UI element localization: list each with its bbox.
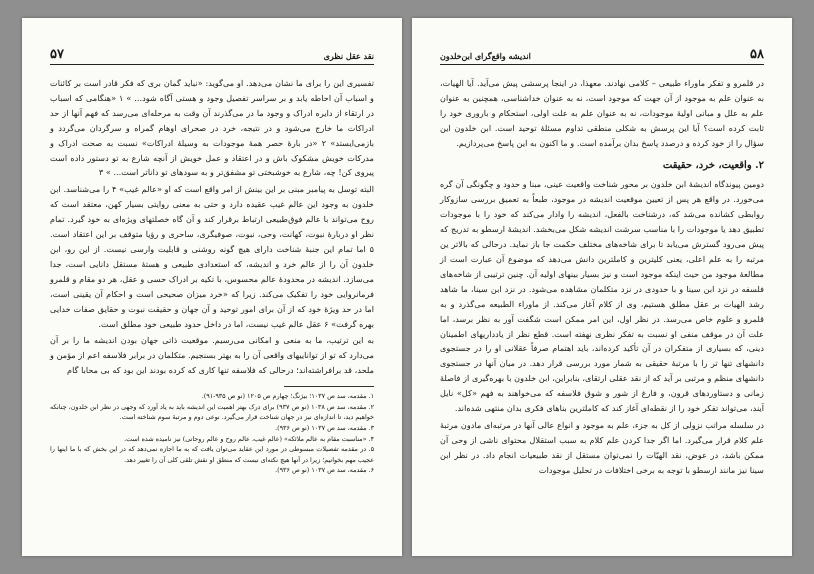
left-paragraph-1: تفسیری این را برای ما نشان می‌دهد. او می‌گوید: «نباید گمان بری که فکر قادر است بر کائنات و اسباب آن احاطه یابد و بر سراسر تفصیل وجود و هستی آگاه شود... » ۱ «هنگامی که اسباب در ارتقاء از دایره ادراک و وجود ما در می‌گذرند آن وقت به مرحله‌ای می‌رسد که فهم آنها از حد ادراکات ما خارج می‌شود و در نتیجه، خرد در صحرای اوهام گمراه و سرگردان می‌گردد و بازمی‌ایستد» ۲ «در بارهٔ حصر همهٔ موجودات به وسیلهٔ ادراکات» نسبت به صحت ادراک و مدرکات خویش مشکوک باش و در اعتقاد و عمل خویش از آنچه شارع به تو دستور داده است پیروی کن! چه، شارع به خوشبختی تو مشفق‌تر و به سودهای تو داناتر است... » ۳ (50, 78, 374, 178)
right-page-number: ۵۸ (750, 47, 764, 62)
left-page-body (50, 76, 374, 476)
footnote-6: ۶. مقدمه، سد ص ۱۰۳۷ (نو ص ۹۳۶). (275, 466, 374, 475)
footnote-2: ۲. مقدمه، سد ص ۱۰۳۸ (نو ص ۹۳۷) برای درک بهتر اهمیت این اندیشه باید به یاد آورد که وجهی در نظر ابن خلدون، چنانکه خواهیم دید، تا اندازه‌ای نیز در جهان شناخت قرار می‌گیرد. نوعی دوم و مرتبهٔ سوم شناخته است. (50, 402, 374, 422)
section-heading: ۲. واقعیت، خرد، حقیقت (662, 159, 764, 171)
left-page-number: ۵۷ (50, 47, 64, 62)
right-page-header (440, 48, 764, 65)
left-running-title: نقد عقل نظری (323, 51, 374, 61)
footnote-5: ۵. در مقدمه تفصیلات مبسوطی در مورد این عقاید می‌توان یافت که به ما اجازه نمی‌دهد که در این بخش که با ما اینها را عجیب مهم بخوانیم؛ زیرا در آنها هیچ نکته‌ای نیست که منطق او نقش تلقی کلی آن را تغییر دهد. (50, 445, 374, 464)
footnote-1: ۱. مقدمه، سد ص ۱۰۳۷؛ بیژنگ؛ چهارم ص ۱۲۰۵ (نو ص ۹۳۵-۹۱). (201, 392, 374, 401)
left-paragraph-2: البته توسل به پیامبر مبنی بر این بینش از امر واقع است که او «عالم غیب» ۴ را می‌شناسد. ابن خلدون به وجود این عالم غیب عقیده دارد و حتی به معنی روایتی بسیار کهن، معتقد است که روح می‌تواند با عالم فوق‌طبیعی ارتباط برقرار کند و آن گاه خصلتهای ویژه‌ای به خود گیرد. تمام نظر او دربارهٔ نبوت، کهانت، وحی، نبوت، صوفیگری، ساحری و رؤیا متوقف بر این اعتقاد است. ۵ اما تمام این جنبهٔ شناخت دارای هیچ گونه روشنی و قابلیت وارسی نیست. از این رو، ابن خلدون آن را از عالم خرد و اندیشه، که استعدادی طبیعی و هستهٔ مستقل دانایی است، جدا می‌سازد. اندیشه در محدودهٔ عالم محسوس، با تکیه بر ادراک حسی و عقل، هر دو مقام و قلمرو فرمانروایی خود را تفکیک می‌کند. زیرا که «خرد میزان صحیحی است و احکام آن یقینی است، اما در حد ویژهٔ خود که از آن برای امور توحید و آن جهان و حقیقت نبوت و حقایق صفات خدایی بهره گرفت» ۶ عقل عالم غیب نیست، اما در داخل حدود طبیعی خود مطلق است. (50, 184, 374, 329)
right-page (412, 18, 792, 556)
right-paragraph-3: در سلسله مراتب نزولی از کل به جزء، علم به موجود و انواع عالی آنها در مرتبه‌ای مادون مرتبهٔ علم کلام قرار می‌گیرد. اما اگر جدا کردن علم کلام به سبب استقلال محتوای ناشی از وحی آن ممکن باشد، در عوض، نقد الهیّات را نمی‌توان مستقل از نقد طبیعیات انجام داد. در نظر ابن سینا نیز مانند ارسطو با توجه به برخی اختلافات در تحلیل موجودات (440, 419, 764, 475)
left-page-header (50, 48, 374, 65)
footnote-3: ۳. مقدمه، سد ص ۱۰۳۷ (نو ص ۹۳۶). (275, 423, 374, 432)
left-page (22, 18, 402, 556)
right-paragraph-2: دومین پیوندگاه اندیشهٔ ابن خلدون بر محور شناخت واقعیت عینی، مبنا و حدود و چگونگی آن گره می‌خورد. در واقع هر پس از تعیین موقعیت اندیشه در موجود، طبعاً به تعمیق بررسی سازوکار روابطی کشانده می‌شد که، درشناخت بالفعل، اندیشه را وادار می‌کند که خود را با موجودات تطبیق دهد یا موجودات را با مناسب سرشت اندیشه شکل می‌بخشد. اندیشهٔ ارسطو به تدریج که پیش می‌رود گسترش می‌یابد تا برای شاخه‌های مختلف حکمت جا باز نماید. درحالی که بالاتر ین مرتبه را به علم اعلی، یعنی کلیترین و کاملترین دانش می‌دهد که موضوع آن عبارت است از مطالعهٔ موجود من حیث اینکه موجود است و نیز بسیار بینهای اولیه آن. چنین ترتیبی از شاخه‌های فلسفه در نزد ابن سینا و با حدودی در نزد متکلمان مشاهده می‌شود. در نزد ابن سینا، ما شاهد رشد الهیات بر عقل مطلق هستیم، وی از کلام آغاز می‌کند. از ماوراء الطبیعه می‌گذرد و به قلمرو و علوم خاص می‌رسد. در نظر اول، این امر ممکن است شگفت آور به نظر برسد، اما علت آن در موقف منفی او نسبت به تفکر نظری نهفته است. قطع نظر از یادداریهای اطمینان دینی، که بسیاری از متفکران در آن تأکید کرده‌اند، باید اهتمام صرفاً عقلانی او را در جستجوی دانشهای تنها تر را با مرتبهٔ حقیقی به شمار مورد بررسی قرار دهد. در میان آنها در جستجوی دانشهای منظم و مرتبی بر آید که از نقد عقلی ارتقای، بنابراین، ابن خلدون با بهره‌گیری از فاصلهٔ زمانی و دستاوردهای قرون، و فارغ از شور و شوق فلاسفه که می‌خواهند به فهم «کل» نایل آیند، می‌تواند تفکر خود را از نقطه‌ای آغاز کند که کاملترین بناهای فکری بدان منتهی شده‌اند. (440, 179, 764, 414)
right-paragraph-1: در قلمرو و تفکر ماوراء طبیعی – کلامی نهادند. معهذا، در اینجا پرسشی پیش می‌آید. آیا الهیات، به عنوان علم به موجود از آن جهت که موجود است، نه به عنوان خداشناسی، همچنین به عنوان علم به علل و مبانی اولیهٔ موجودات، نه به عنوان علم به علت اولی، استحکام و باروری خود را ثابت کرده است؟ آیا این پرسش به شکلی منطقی تداوم مسئلهٔ توحید است. ابن خلدون این سؤال را از خود کرده و درصدد پاسخ بدان برآمده است. و ما اکنون به این پاسخ می‌پردازیم. (440, 78, 764, 148)
right-page-body (440, 76, 764, 478)
left-paragraph-3: به این ترتیب، ما به منعی و امکانی می‌رسیم. موقعیت ذاتی جهان بودن اندیشه ما را بر آن می‌دارد که تو از تواناییهای واقعی آن را به بهتر بسنجیم. متکلمان در برابر فلاسفه اعم از مؤمن و ملحد، قد برافراشته‌اند؛ درحالی که فلاسفه تنها کاری که کرده بودند این بود که بی محابا گام (50, 335, 374, 376)
footnote-rule (284, 386, 374, 387)
right-running-title: اندیشه واقع‌گرای ابن‌خلدون (440, 51, 531, 61)
footnote-4: ۴. «مناسبت مقام به عالم ملائکه» (عالم غیب، عالم روح و عالم روحانی) نیز نامیده شده است. (124, 434, 374, 443)
